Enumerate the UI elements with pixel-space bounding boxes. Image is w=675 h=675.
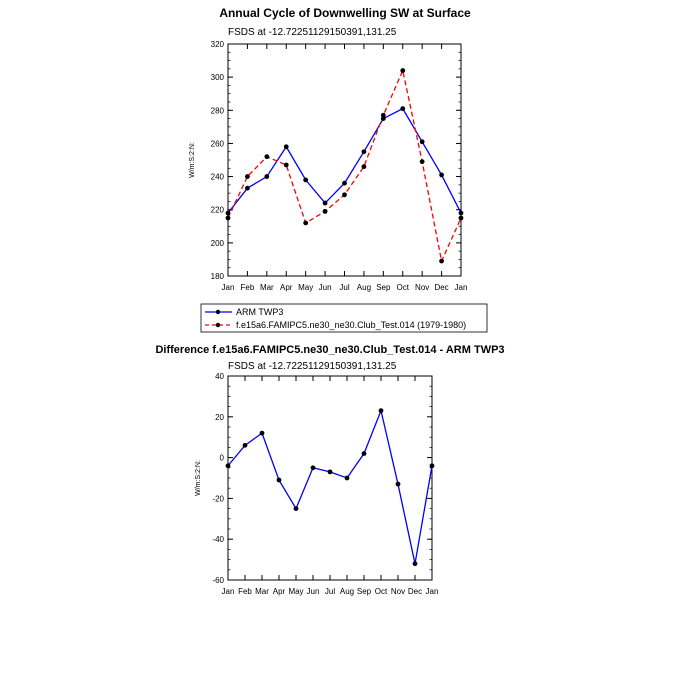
chart-2-series-0-point bbox=[311, 465, 316, 470]
chart-1-series-1-point bbox=[439, 259, 444, 264]
chart-2-subtitle: FSDS at -12.72251129150391,131.25 bbox=[228, 361, 397, 372]
chart-1-series bbox=[226, 68, 464, 263]
chart-1-series-1-point bbox=[303, 221, 308, 226]
chart-1-ytick-label: 260 bbox=[210, 139, 224, 149]
chart-1 bbox=[189, 6, 487, 332]
chart-1-xtick-label: Feb bbox=[240, 283, 255, 292]
chart-2-xtick-label: May bbox=[288, 587, 304, 596]
chart-2-xtick-label: Jan bbox=[425, 587, 439, 596]
chart-2-y-axis bbox=[212, 372, 432, 585]
chart-1-series-1-point bbox=[323, 209, 328, 214]
chart-2-series-0-point bbox=[260, 431, 265, 436]
legend-marker-arm bbox=[216, 310, 220, 314]
chart-1-series-1-point bbox=[362, 164, 367, 169]
chart-1-xtick-label: Jul bbox=[339, 283, 350, 292]
chart-1-xtick-label: Oct bbox=[396, 283, 409, 292]
chart-2-series-0-point bbox=[277, 478, 282, 483]
chart-1-series-0-point bbox=[400, 106, 405, 111]
chart-1-series-0-point bbox=[226, 211, 231, 216]
chart-2-series-0-point bbox=[226, 463, 231, 468]
chart-2-xtick-label: Nov bbox=[390, 587, 406, 596]
chart-1-xtick-label: Dec bbox=[434, 283, 449, 292]
chart-2-xtick-label: Jul bbox=[324, 587, 336, 596]
chart-1-legend bbox=[201, 304, 487, 332]
chart-2-xtick-label: Sep bbox=[356, 587, 372, 596]
chart-1-series-0-point bbox=[323, 201, 328, 206]
chart-1-series-0-point bbox=[264, 174, 269, 179]
chart-1-xtick-label: Jan bbox=[454, 283, 468, 292]
chart-1-series-1-point bbox=[342, 192, 347, 197]
chart-1-ytick-label: 240 bbox=[210, 172, 224, 182]
chart-1-series-1-point bbox=[264, 154, 269, 159]
chart-2-ytick-label: 40 bbox=[215, 372, 224, 381]
chart-1-series-1-point bbox=[284, 163, 289, 168]
chart-2-ytick-label: -60 bbox=[212, 576, 224, 585]
chart-2-ytick-label: 20 bbox=[215, 412, 224, 422]
chart-2-xtick-label: Jan bbox=[221, 587, 235, 596]
chart-2-ytick-label: -40 bbox=[212, 535, 224, 545]
chart-2-series-0-line bbox=[228, 411, 432, 564]
chart-1-ylabel: W/m:S:2:N: bbox=[189, 142, 196, 178]
chart-2-xtick-label: Apr bbox=[272, 587, 286, 596]
chart-1-series-0-point bbox=[284, 144, 289, 149]
chart-2-xtick-label: Jun bbox=[306, 587, 320, 596]
chart-1-ytick-label: 180 bbox=[210, 272, 224, 281]
chart-2-title: Difference f.e15a6.FAMIPC5.ne30_ne30.Club_Test.014 - ARM TWP3 bbox=[155, 344, 505, 356]
chart-1-xtick-label: Apr bbox=[280, 283, 293, 292]
chart-2-series-0-point bbox=[294, 506, 299, 511]
chart-1-xtick-label: Sep bbox=[376, 283, 391, 292]
chart-1-series-0-point bbox=[303, 177, 308, 182]
chart-2-ytick-label: 0 bbox=[219, 453, 224, 463]
legend-label-model: f.e15a6.FAMIPC5.ne30_ne30.Club_Test.014 (1979-1980) bbox=[236, 320, 467, 330]
chart-1-series-0-point bbox=[362, 149, 367, 154]
chart-2-ytick-label: -20 bbox=[212, 494, 224, 504]
chart-1-series-0-point bbox=[439, 173, 444, 178]
chart-1-series-1-line bbox=[228, 71, 461, 262]
chart-1-xtick-label: May bbox=[298, 283, 314, 292]
chart-2-xtick-label: Dec bbox=[407, 587, 423, 596]
chart-1-x-axis bbox=[222, 44, 468, 292]
chart-2 bbox=[155, 344, 504, 596]
chart-2-xtick-label: Aug bbox=[339, 587, 355, 596]
chart-2-xtick-label: Mar bbox=[255, 587, 269, 596]
chart-1-series-1-point bbox=[459, 216, 464, 221]
chart-2-xtick-label: Feb bbox=[238, 587, 252, 596]
chart-1-ytick-label: 200 bbox=[210, 238, 224, 248]
chart-1-series-0-point bbox=[420, 139, 425, 144]
chart-1-xtick-label: Jan bbox=[221, 283, 235, 292]
chart-1-ytick-label: 300 bbox=[210, 73, 224, 83]
chart-2-series-0-point bbox=[328, 469, 333, 474]
chart-1-series-0-point bbox=[342, 181, 347, 186]
chart-2-ylabel: W/m:S:2:N: bbox=[195, 460, 202, 496]
chart-2-series-0-point bbox=[345, 476, 350, 481]
chart-1-series-1-point bbox=[245, 174, 250, 179]
chart-2-series-0-point bbox=[379, 408, 384, 413]
chart-1-title: Annual Cycle of Downwelling SW at Surface bbox=[219, 6, 471, 20]
legend-marker-model bbox=[216, 323, 220, 327]
chart-1-series-1-point bbox=[420, 159, 425, 164]
chart-1-xtick-label: Aug bbox=[356, 283, 372, 292]
chart-1-ytick-label: 280 bbox=[210, 106, 224, 116]
legend-label-arm: ARM TWP3 bbox=[236, 307, 284, 317]
chart-1-series-1-point bbox=[381, 113, 386, 118]
chart-1-series-1-point bbox=[226, 216, 231, 221]
chart-1-xtick-label: Nov bbox=[415, 283, 430, 292]
chart-1-xtick-label: Jun bbox=[318, 283, 332, 292]
chart-2-series-0-point bbox=[243, 443, 248, 448]
chart-2-series bbox=[226, 408, 435, 566]
chart-2-series-0-point bbox=[362, 451, 367, 456]
chart-1-subtitle: FSDS at -12.72251129150391,131.25 bbox=[228, 27, 397, 38]
chart-1-series-1-point bbox=[400, 68, 405, 73]
chart-2-series-0-point bbox=[413, 561, 418, 566]
chart-1-series-0-point bbox=[459, 211, 464, 216]
chart-2-plot-frame bbox=[228, 376, 432, 580]
chart-2-series-0-point bbox=[430, 463, 435, 468]
chart-1-ytick-label: 220 bbox=[210, 205, 224, 215]
chart-1-xtick-label: Mar bbox=[259, 283, 274, 292]
chart-1-ytick-label: 320 bbox=[210, 40, 224, 49]
chart-2-series-0-point bbox=[396, 482, 401, 487]
chart-2-xtick-label: Oct bbox=[374, 587, 388, 596]
chart-1-series-0-point bbox=[245, 186, 250, 191]
